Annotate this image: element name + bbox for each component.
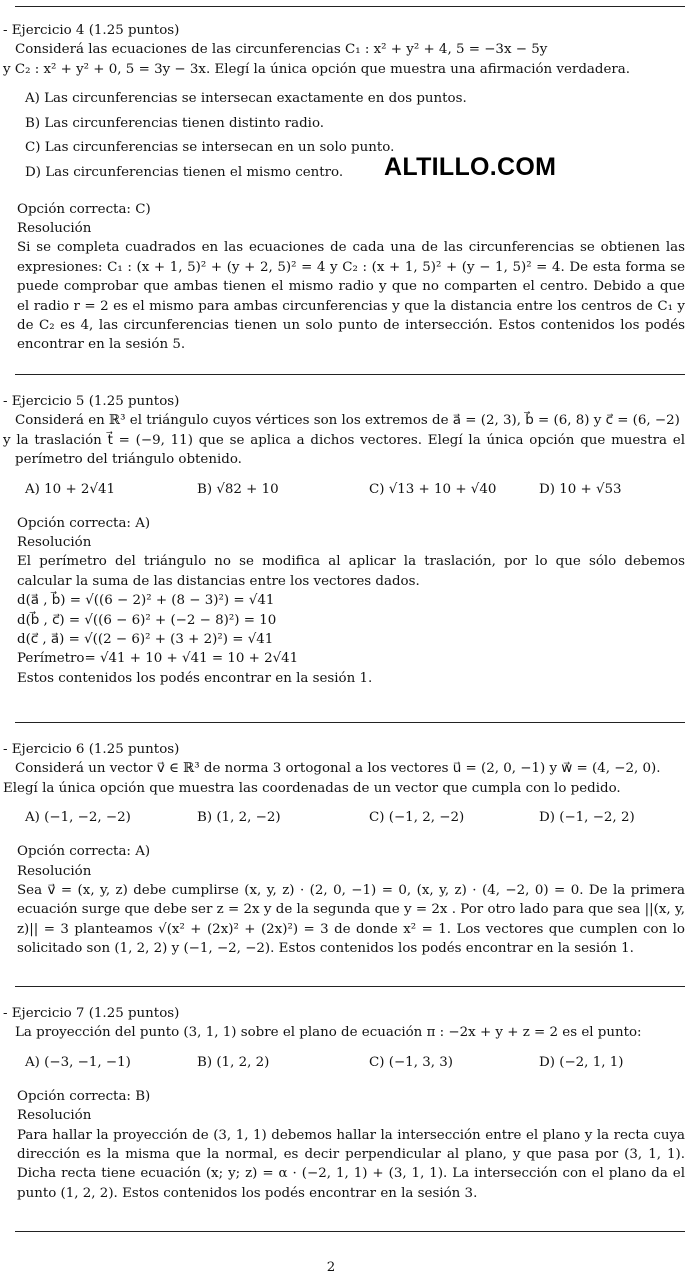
option-c: C) (−1, 3, 3) <box>369 1054 453 1070</box>
exercise-title: - Ejercicio 6 (1.25 puntos) <box>3 742 180 757</box>
correct-answer: Opción correcta: A) <box>17 515 151 531</box>
options-list <box>25 89 685 187</box>
divider <box>15 6 685 7</box>
statement-line-2: Elegí la única opción que muestra las coordenadas de un vector que cumpla con lo pedido. <box>3 780 621 796</box>
exercise-statement <box>3 411 685 469</box>
option-c: C) √13 + 10 + √40 <box>369 481 497 497</box>
option-c: C) Las circunferencias se intersecan en un solo punto. <box>25 140 395 156</box>
divider <box>15 986 685 987</box>
resolution-text: Si se completa cuadrados en las ecuaciones de cada una de las circunferencias se obtienen las expresiones: C₁ : (x + 1, 5)² + (y + 2, 5)² = 4 y C₂ : (x + 1, 5)² + (y − 1, 5)² = 4. De esta forma se puede comprobar que ambas tienen el mismo radio y que no comparten el centro. Debido a que el radio r = 2 es el mismo para ambas circunferencias y que la distancia entre los centros de C₁ y de C₂ es 4, las circunferencias tienen un solo punto de intersección. Estos contenidos los podés encontrar en la sesión 5. <box>17 240 685 353</box>
statement-line-2: y C₂ : x² + y² + 0, 5 = 3y − 3x. Elegí la única opción que muestra una afirmación verdadera. <box>3 61 631 77</box>
statement-line-1: Considerá un vector v⃗ ∈ ℝ³ de norma 3 ortogonal a los vectores u⃗ = (2, 0, −1) y w⃗ = (4, −2, 0). <box>15 761 661 777</box>
option-b: B) Las circunferencias tienen distinto radio. <box>25 115 325 131</box>
resolution-text: El perímetro del triángulo no se modifica al aplicar la traslación, por lo que sólo debemos calcular la suma de las distancias entre los vectores dados. <box>17 554 685 589</box>
option-a: A) Las circunferencias se intersecan exactamente en dos puntos. <box>25 91 467 107</box>
option-b: B) (1, 2, 2) <box>197 1054 270 1070</box>
distance-ab: d(a⃗ , b⃗) = √((6 − 2)² + (8 − 3)²) = √41 <box>17 593 275 609</box>
correct-answer: Opción correcta: C) <box>17 201 151 217</box>
correct-answer: Opción correcta: B) <box>17 1088 151 1104</box>
option-b: B) √82 + 10 <box>197 481 279 497</box>
option-a: A) (−3, −1, −1) <box>25 1054 131 1070</box>
divider <box>15 1231 685 1232</box>
page-number: 2 <box>326 1260 336 1275</box>
distance-bc: d(b⃗ , c⃗) = √((6 − 6)² + (−2 − 8)²) = 10 <box>17 612 277 628</box>
divider <box>15 722 685 723</box>
exercise-statement <box>3 1023 685 1042</box>
divider <box>15 374 685 375</box>
resolution-label: Resolución <box>17 221 92 236</box>
solution <box>17 1087 685 1203</box>
statement-line-1: Considerá las ecuaciones de las circunferencias C₁ : x² + y² + 4, 5 = −3x − 5y <box>15 42 548 58</box>
statement-line-2: y la traslación t⃗ = (−9, 11) que se aplica a dichos vectores. Elegí la única opción que muestra el perímetro del triángulo obtenido. <box>3 432 685 468</box>
exercise-7 <box>3 1004 685 1203</box>
solution <box>17 842 685 958</box>
options-row <box>25 480 685 502</box>
option-d: D) (−2, 1, 1) <box>539 1054 624 1070</box>
option-d: D) 10 + √53 <box>539 481 622 497</box>
resolution-reference: Estos contenidos los podés encontrar en la sesión 1. <box>17 670 373 686</box>
watermark-logo: ALTILLO.COM <box>384 153 557 181</box>
exercise-statement <box>3 759 685 798</box>
option-a: A) 10 + 2√41 <box>25 481 116 497</box>
distance-ca: d(c⃗ , a⃗) = √((2 − 6)² + (3 + 2)²) = √41 <box>17 632 274 648</box>
exercise-title: - Ejercicio 5 (1.25 puntos) <box>3 394 180 409</box>
exercise-statement <box>3 40 685 79</box>
perimeter: Perímetro= √41 + 10 + √41 = 10 + 2√41 <box>17 651 299 667</box>
option-a: A) (−1, −2, −2) <box>25 810 131 826</box>
options-row <box>25 1053 685 1075</box>
exercise-title: - Ejercicio 7 (1.25 puntos) <box>3 1006 180 1021</box>
solution <box>17 514 685 689</box>
exercise-6 <box>3 740 685 959</box>
correct-answer: Opción correcta: A) <box>17 844 151 860</box>
resolution-text: Para hallar la proyección de (3, 1, 1) debemos hallar la intersección entre el plano y la recta cuya dirección es la misma que la normal, es decir perpendicular al plano, y que pasa por (3, 1, 1). Dicha recta tiene ecuación (x; y; z) = α · (−2, 1, 1) + (3, 1, 1). La intersección con el plano da el punto (1, 2, 2). Estos contenidos los podés encontrar en la sesión 3. <box>17 1127 685 1201</box>
option-c: C) (−1, 2, −2) <box>369 810 465 826</box>
options-row <box>25 808 685 830</box>
option-d: D) Las circunferencias tienen el mismo centro. <box>25 165 344 180</box>
resolution-text: Sea v⃗ = (x, y, z) debe cumplirse (x, y, z) · (2, 0, −1) = 0, (x, y, z) · (4, −2, 0) = 0. De la primera ecuación surge que debe ser z = 2x y de la segunda que y = 2x . Por otro lado para que sea ||(x, y, z)|| = 3 planteamos √(x² + (2x)² + (2x)²) = 3 de donde x² = 1. Los vectores que cumplen con lo solicitado son (1, 2, 2) y (−1, −2, −2). Estos contenidos los podés encontrar en la sesión 1. <box>17 883 685 957</box>
exercise-title: - Ejercicio 4 (1.25 puntos) <box>3 23 180 38</box>
statement-line-1: Considerá en ℝ³ el triángulo cuyos vértices son los extremos de a⃗ = (2, 3), b⃗ = (6, 8) y c⃗ = (6, −2) <box>15 413 680 429</box>
resolution-label: Resolución <box>17 1108 92 1124</box>
solution <box>17 200 685 355</box>
exercise-4 <box>3 21 685 355</box>
option-b: B) (1, 2, −2) <box>197 810 281 826</box>
exercise-5 <box>3 392 685 688</box>
option-d: D) (−1, −2, 2) <box>539 810 635 826</box>
resolution-label: Resolución <box>17 863 92 879</box>
statement-line-1: La proyección del punto (3, 1, 1) sobre el plano de ecuación π : −2x + y + z = 2 es el punto: <box>15 1025 642 1041</box>
resolution-label: Resolución <box>17 535 92 551</box>
